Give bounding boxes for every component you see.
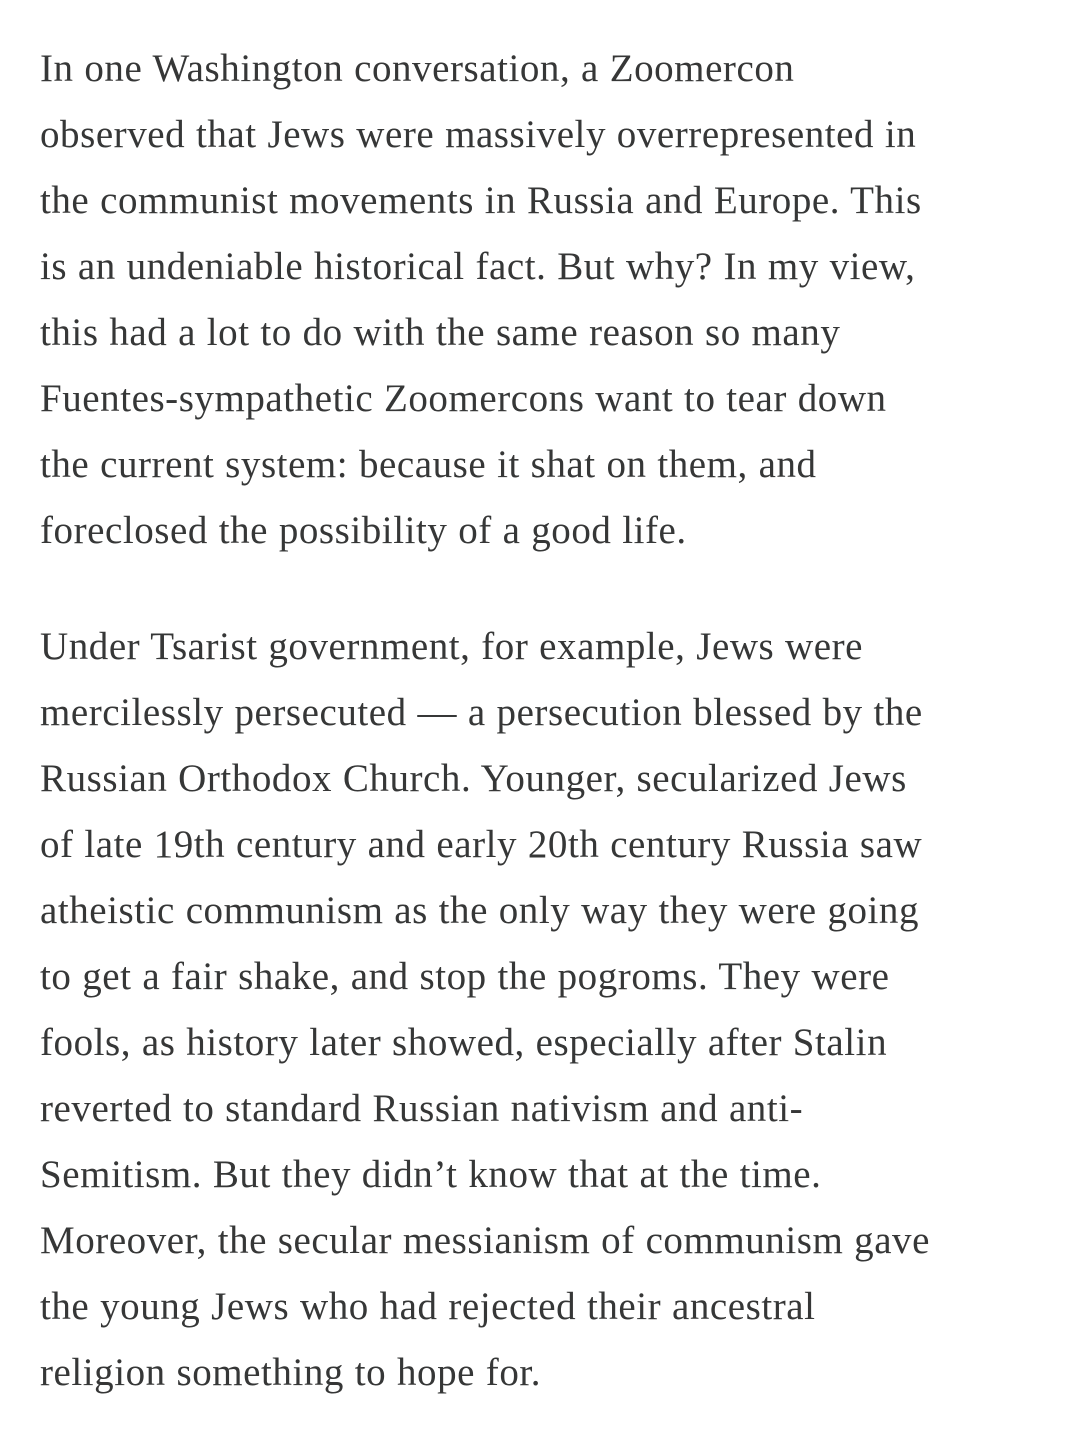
paragraph <box>40 36 1040 564</box>
text-line: fools, as history later showed, especially after Stalin <box>40 1021 888 1064</box>
text-line: foreclosed the possibility of a good life. <box>40 509 687 552</box>
text-line: to get a fair shake, and stop the pogroms. They were <box>40 955 890 998</box>
text-line: In one Washington conversation, a Zoomercon <box>40 47 795 90</box>
text-line: the young Jews who had rejected their ancestral <box>40 1285 816 1328</box>
text-line: this had a lot to do with the same reason so many <box>40 311 841 354</box>
text-line: Under Tsarist government, for example, Jews were <box>40 625 864 668</box>
paragraph <box>40 614 1040 1406</box>
text-line: mercilessly persecuted — a persecution blessed by the <box>40 691 923 734</box>
text-line: Fuentes-sympathetic Zoomercons want to tear down <box>40 377 887 420</box>
text-line: religion something to hope for. <box>40 1351 542 1394</box>
text-line: atheistic communism as the only way they were going <box>40 889 920 932</box>
text-line: Moreover, the secular messianism of communism gave <box>40 1219 930 1262</box>
text-line: Russian Orthodox Church. Younger, secularized Jews <box>40 757 907 800</box>
text-line: reverted to standard Russian nativism and anti- <box>40 1087 804 1130</box>
text-line: the communist movements in Russia and Europe. This <box>40 179 922 222</box>
text-line: of late 19th century and early 20th century Russia saw <box>40 823 923 866</box>
text-line: the current system: because it shat on them, and <box>40 443 817 486</box>
article-body <box>40 36 1040 1406</box>
text-line: Semitism. But they didn’t know that at the time. <box>40 1153 822 1196</box>
text-line: observed that Jews were massively overrepresented in <box>40 113 917 156</box>
text-line: is an undeniable historical fact. But why? In my view, <box>40 245 916 288</box>
